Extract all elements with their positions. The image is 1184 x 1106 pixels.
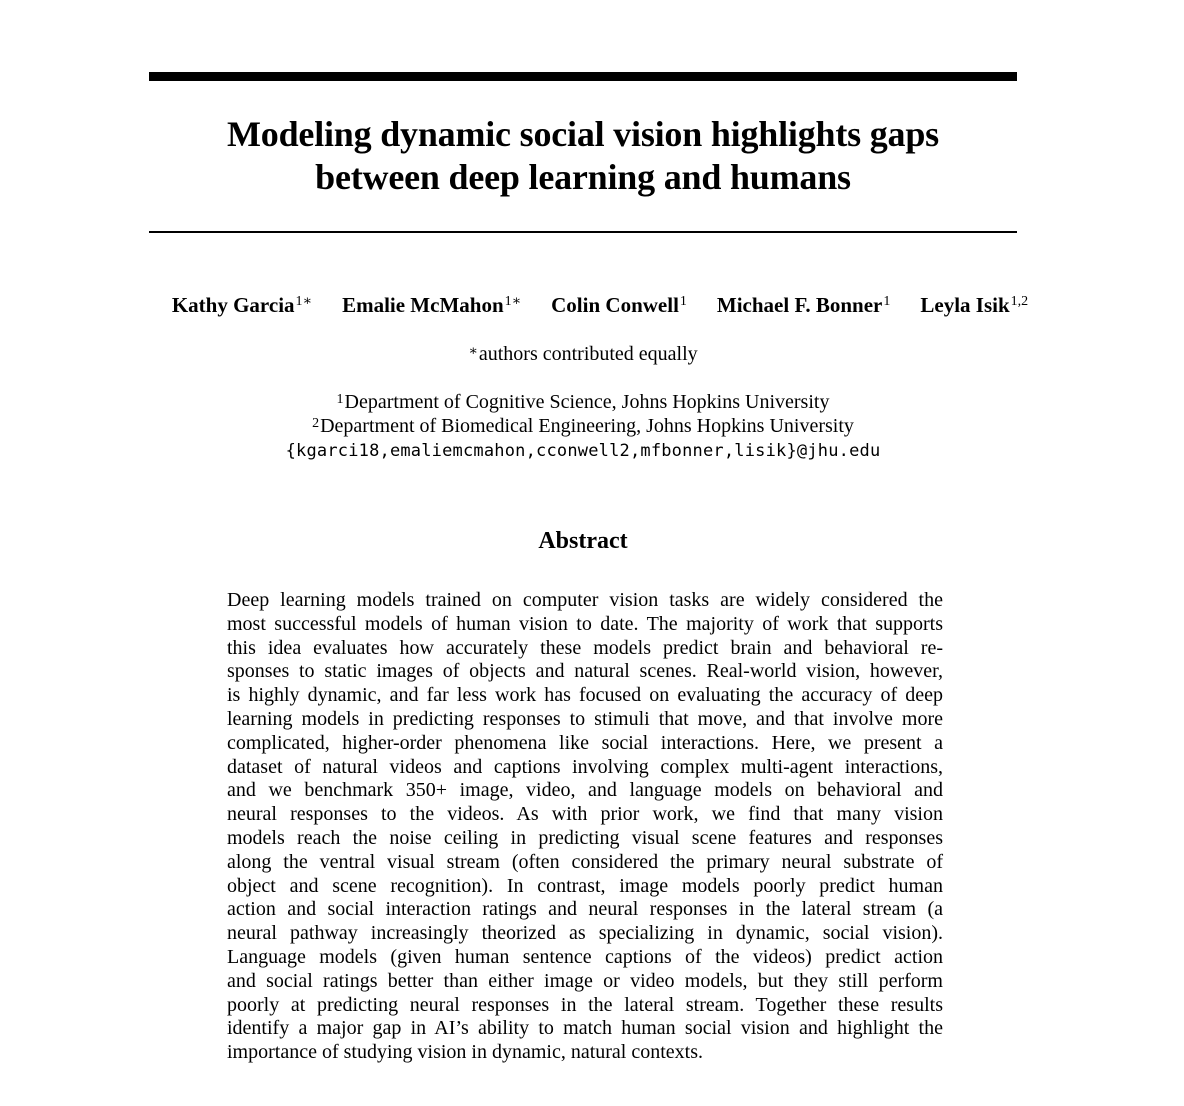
author-affiliation-mark: 1 — [883, 294, 891, 309]
abstract-line: and we benchmark 350+ image, video, and language models on behavioral and — [227, 779, 943, 802]
author-affiliation-mark: 1,2 — [1010, 294, 1029, 309]
affiliation: $^1$Department of Cognitive Science, Johns Hopkins University — [336, 391, 830, 413]
author-name: Emalie McMahon$^{1∗}$ — [342, 293, 522, 317]
abstract-line: importance of studying vision in dynamic, natural contexts. — [227, 1041, 704, 1064]
affiliation-block — [149, 390, 1017, 464]
abstract-line: poorly at predicting neural responses in the lateral stream. Together these results — [227, 993, 943, 1016]
author-list — [100, 292, 1100, 318]
abstract-line: Deep learning models trained on computer vision tasks are widely considered the — [227, 589, 943, 611]
paper-title — [149, 113, 1017, 199]
abstract-line: this idea evaluates how accurately these models predict brain and behavioral re- — [227, 636, 943, 659]
author-name: Leyla Isik$^{1,2}$ — [920, 293, 1029, 317]
abstract-line: and social ratings better than either image or video models, but they still perform — [227, 969, 943, 992]
equal-contribution-note: ∗authors contributed equally — [468, 343, 698, 365]
title-line: between deep learning and humans — [315, 157, 851, 197]
author-affiliation-mark: 1∗ — [504, 294, 522, 309]
abstract-line: dataset of natural videos and captions involving complex multi-agent interactions, — [227, 755, 943, 778]
title-line: Modeling dynamic social vision highlights gaps — [227, 114, 939, 154]
affiliation-mark: 2 — [312, 416, 320, 431]
title-bottom-rule — [149, 231, 1017, 233]
author-affiliation-mark: 1∗ — [295, 294, 313, 309]
author-affiliation-mark: 1 — [679, 294, 687, 309]
affiliation: $^2$Department of Biomedical Engineering, Johns Hopkins University — [312, 415, 854, 437]
author-name: Kathy Garcia$^{1∗}$ — [171, 293, 313, 317]
author-emails: {kgarci18,emaliemcmahon,cconwell2,mfbonner,lisik}@jhu.edu — [285, 441, 881, 461]
author-name: Michael F. Bonner$^1$ — [716, 293, 891, 317]
abstract-line: complicated, higher-order phenomena like social interactions. Here, we present a — [227, 731, 943, 754]
equal-contribution-mark: ∗ — [468, 344, 478, 359]
affiliation-mark: 1 — [336, 392, 344, 407]
abstract-line: neural responses to the videos. As with prior work, we find that many vision — [227, 803, 943, 826]
title-top-rule — [149, 72, 1017, 81]
author-name: Colin Conwell$^1$ — [551, 293, 687, 317]
abstract-line: Language models (given human sentence captions of the videos) predict action — [227, 945, 943, 968]
abstract-line: models reach the noise ceiling in predicting visual scene features and responses — [227, 826, 943, 849]
abstract-line: identify a major gap in AI’s ability to match human social vision and highlight the — [227, 1017, 943, 1040]
abstract-line: along the ventral visual stream (often considered the primary neural substrate of — [227, 850, 943, 873]
abstract-line: object and scene recognition). In contrast, image models poorly predict human — [227, 874, 943, 897]
abstract-line: learning models in predicting responses to stimuli that move, and that involve more — [227, 707, 943, 730]
abstract-line: most successful models of human vision to date. The majority of work that supports — [227, 612, 943, 635]
abstract-line: sponses to static images of objects and natural scenes. Real-world vision, however, — [227, 660, 943, 683]
abstract-line: neural pathway increasingly theorized as specializing in dynamic, social vision). — [227, 922, 943, 945]
abstract-heading: Abstract — [538, 528, 628, 554]
abstract-line: is highly dynamic, and far less work has focused on evaluating the accuracy of deep — [227, 684, 943, 707]
abstract-line: action and social interaction ratings and neural responses in the lateral stream (a — [227, 898, 943, 921]
abstract-body — [227, 589, 943, 1065]
